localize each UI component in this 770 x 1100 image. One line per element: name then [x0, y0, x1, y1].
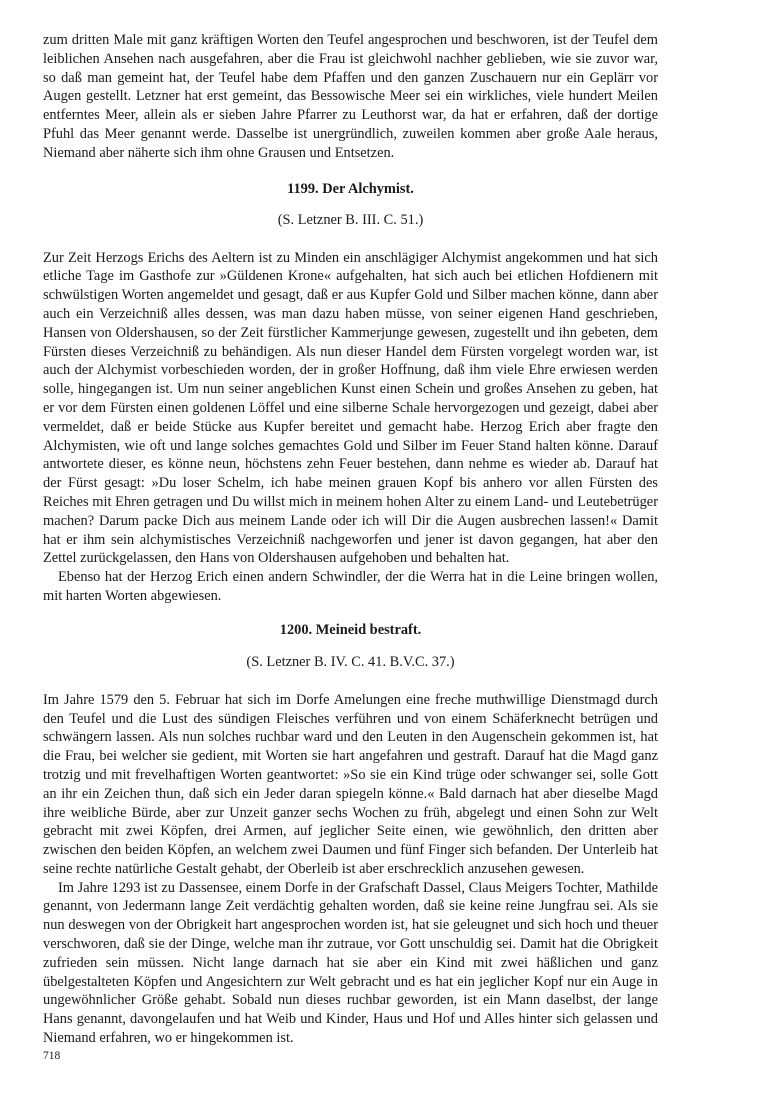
section-1199-paragraph-2: Ebenso hat der Herzog Erich einen andern Schwindler, der die Werra hat in die Leine bringen wollen, mit harten Worten abgewiesen. [43, 569, 658, 604]
section-title-1199: 1199. Der Alchymist. [287, 180, 414, 197]
section-1199-paragraph-1: Zur Zeit Herzogs Erichs des Aeltern ist zu Minden ein anschlägiger Alchymist angekommen und hat sich etliche Tage im Gasthofe zur »Güldenen Krone« aufgehalten, hat sich auch bei etlichen Hofdienern mit schwülstigen Worten angemeldet und gesagt, daß er aus Kupfer Gold und Silber machen könne, dann aber auch ein Verzeichniß alles dessen, was man dazu haben müsse, von seiner eigenen Hand geschrieben, Hansen von Oldershausen, so der Zeit fürstlicher Kammerjunge gewesen, zugestellt und ihn gebeten, dem Fürsten dieses Verzeichniß zu behändigen. Als nun dieser Handel dem Fürsten vorgelegt worden war, ist auch der Alchymist vorbeschieden worden, der in großer Hoffnung, daß ihm viele Ehre erwiesen werden solle, hingegangen ist. Um nun seiner angeblichen Kunst einen Schein und großes Ansehen zu geben, hat er vor dem Fürsten einen goldenen Löffel und eine silberne Schale hervorgezogen und gezeigt, dabei aber vermeldet, daß er beide Stücke aus Kupfer bereitet und gemacht habe. Herzog Erich aber fragte den Alchymisten, wie oft und lange solches gemachtes Gold und Silber im Feuer Stand halten könne. Darauf antwortete dieser, es könne neun, höchstens zehn Feuer bestehen, dann nehme es wieder ab. Darauf hat der Fürst gesagt: »Du loser Schelm, ich habe meinen grauen Kopf bis anhero vor allen Fürsten des Reiches mit Ehren getragen und Du willst mich in meinem hohen Alter zu einem Land- und Leutebetrüger machen? Darum packe Dich aus meinem Lande oder ich will Dir die Augen ausbrechen lassen!« Damit hat er ihm sein alchymistisches Verzeichniß nachgeworfen und jener ist davon gegangen, hat aber den Zettel zurückgelassen, den Hans von Oldershausen aufgehoben und behalten hat. [43, 249, 658, 567]
section-source-1200: (S. Letzner B. IV. C. 41. B.V.C. 37.) [246, 653, 455, 670]
section-source-1199: (S. Letzner B. III. C. 51.) [277, 211, 424, 228]
section-1200-paragraph-2: Im Jahre 1293 ist zu Dassensee, einem Dorfe in der Grafschaft Dassel, Claus Meigers Tochter, Mathilde genannt, von Jedermann lange Zeit verdächtig gehalten worden, daß sie keine reine Jungfrau sei. Als sie nun deswegen von der Obrigkeit hart angesprochen worden ist, hat sie geleugnet und sich hoch und theuer verschworen, daß sie der Dinge, welche man ihr zutraue, vor Gott unschuldig sei. Damit hat die Obrigkeit zufrieden sein müssen. Nicht lange darnach hat sie aber ein Kind mit zwei häßlichen und ganz übelgestalteten Köpfen und Angesichtern zur Welt gebracht und es hat ein jeglicher Kopf nur ein Auge in ungewöhnlicher Größe gehabt. Sobald nun dieses ruchbar geworden, ist ein Mann daselbst, der lange Hans genannt, davongelaufen und hat Weib und Kinder, Haus und Hof und Alles hinter sich gelassen und Niemand erfahren, wo er hingekommen ist. [43, 879, 658, 1047]
page-number: 718 [43, 1050, 61, 1062]
intro-paragraph: zum dritten Male mit ganz kräftigen Worten den Teufel angesprochen und beschworen, ist der Teufel dem leiblichen Ansehen nach ausgefahren, aber die Frau ist gleichwohl nachher geblieben, wie sie zuvor war, so daß man gemeint hat, der Teufel habe dem Pfaffen und den ganzen Zuschauern nur ein Geplärr vor Augen gestellt. Letzner hat erst gemeint, das Bessowische Meer sei ein wirkliches, viele hundert Meilen entferntes Meer, allein als er sieben Jahre Pfarrer zu Leuthorst war, da hat er erfahren, daß der dortige Pfuhl das Meer genannt werde. Dasselbe ist unergründlich, zuweilen kommen aber große Aale heraus, Niemand aber näherte sich ihm ohne Grausen und Entsetzen. [43, 32, 658, 161]
section-1200-paragraph-1: Im Jahre 1579 den 5. Februar hat sich im Dorfe Amelungen eine freche muthwillige Dienstmagd durch den Teufel und die Lust des sündigen Fleisches verführen und von einem Schäferknecht betrügen und schwängern lassen. Als nun solches ruchbar ward und den Leuten in den Augenschein gekommen ist, hat die Frau, bei welcher sie gedient, mit Worten sie hart angefahren und gestraft. Darauf hat die Magd ganz trotzig und mit frevelhaftigen Worten geantwortet: »So sie ein Kind trüge oder schwanger sei, solle Gott an ihr ein Zeichen thun, daß sich ein Jeder daran spiegeln könne.« Bald darnach hat aber dieselbe Magd ihre weibliche Bürde, aber zur Unzeit ganzer sechs Wochen zu früh, abgelegt und einen Sohn zur Welt gebracht mit zwei Köpfen, drei Armen, auf jeglicher Seite einen, wie gewöhnlich, den dritten aber zwischen den beiden Köpfen, an welchem zwei Daumen und fünf Finger sich befanden. Der Unterleib hat seine rechte natürliche Gestalt gehabt, der Oberleib ist aber erschrecklich anzusehen gewesen. [43, 691, 658, 877]
section-title-1200: 1200. Meineid bestraft. [279, 621, 422, 638]
document-page [43, 31, 658, 1048]
